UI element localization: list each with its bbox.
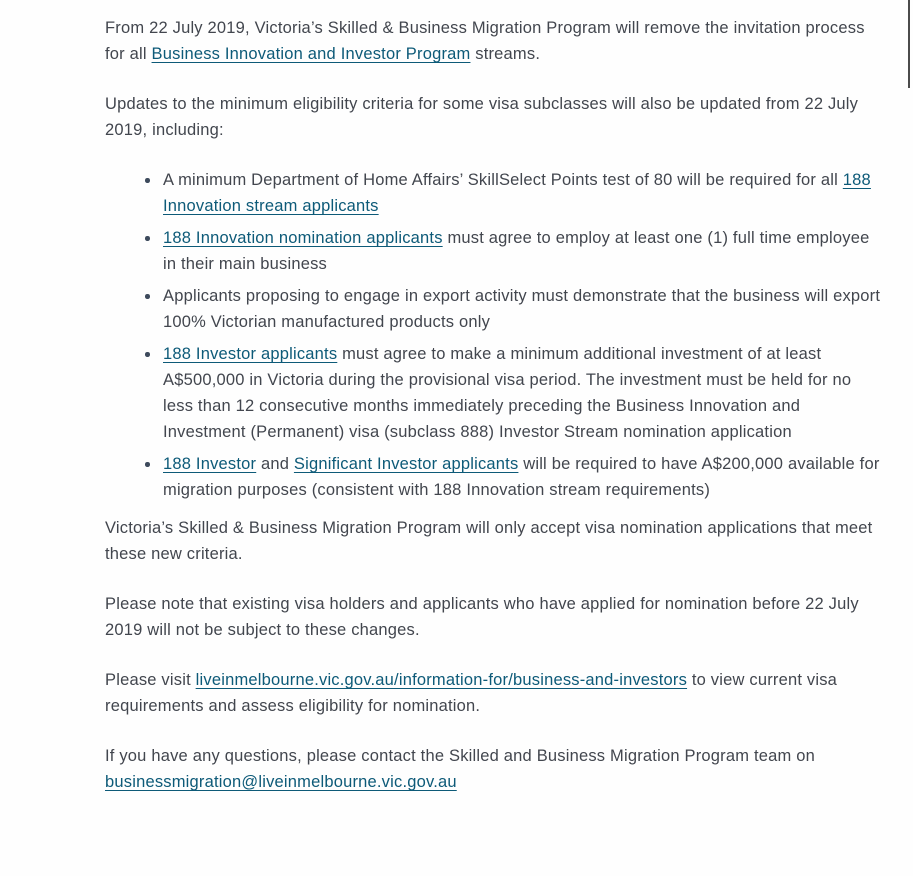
text-segment: If you have any questions, please contact the Skilled and Business Migration Program team on — [105, 747, 815, 765]
text-segment: Please note that existing visa holders and applicants who have applied for nomination before 22 July 2019 will not be subject to these changes. — [105, 595, 859, 639]
paragraph-contact — [105, 743, 883, 795]
link-188-investor-applicants[interactable]: 188 Investor applicants — [163, 345, 338, 363]
paragraph-accept-criteria — [105, 515, 883, 567]
text-segment: A minimum Department of Home Affairs’ SkillSelect Points test of 80 will be required for all — [163, 171, 843, 189]
link-188-innovation-stream-applicants[interactable]: 188 Innovation stream applicants — [163, 171, 871, 215]
text-segment: Applicants proposing to engage in export activity must demonstrate that the business will export 100% Victorian manufactured products only — [163, 287, 881, 331]
text-segment: Updates to the minimum eligibility criteria for some visa subclasses will also be updated from 22 July 2019, including: — [105, 95, 859, 139]
text-segment: must agree to make a minimum additional investment of at least A$500,000 in Victoria during the provisional visa period. The investment must be held for no less than 12 consecutive months immediately preceding the Business Innovation and Investment (Permanent) visa (subclass 888) Investor Stream nomination application — [163, 345, 852, 441]
list-item-skillselect-points — [105, 167, 883, 219]
text-segment: and — [256, 455, 294, 473]
text-segment: must agree to employ at least one (1) full time employee in their main business — [163, 229, 870, 273]
list-item-export-activity — [105, 283, 883, 335]
text-segment: From 22 July 2019, Victoria’s Skilled & Business Migration Program will remove the invitation process for all — [105, 19, 865, 63]
paragraph-updates — [105, 91, 883, 143]
link-significant-investor-applicants[interactable]: Significant Investor applicants — [293, 455, 519, 473]
link-businessmigration-email[interactable]: businessmigration@liveinmelbourne.vic.gov.au — [105, 773, 457, 791]
link-business-innovation-and-investor-program[interactable]: Business Innovation and Investor Program — [151, 45, 471, 63]
text-segment: will be required to have A$200,000 available for migration purposes (consistent with 188 Innovation stream requirements) — [163, 455, 880, 499]
text-segment: streams. — [470, 45, 541, 63]
paragraph-existing-holders — [105, 591, 883, 643]
text-segment: Please visit — [105, 671, 196, 689]
text-segment: Victoria’s Skilled & Business Migration Program will only accept visa nomination applications that meet these new criteria. — [105, 519, 873, 563]
paragraph-intro — [105, 15, 883, 67]
link-liveinmelbourne-url[interactable]: liveinmelbourne.vic.gov.au/information-for/business-and-investors — [195, 671, 688, 689]
link-188-investor[interactable]: 188 Investor — [163, 455, 257, 473]
link-188-innovation-nomination-applicants[interactable]: 188 Innovation nomination applicants — [163, 229, 443, 247]
text-segment: to view current visa requirements and assess eligibility for nomination. — [105, 671, 838, 715]
list-item-employ-full-time — [105, 225, 883, 277]
criteria-list — [105, 167, 883, 503]
scrollbar-artifact — [908, 0, 910, 88]
paragraph-visit-site — [105, 667, 883, 719]
list-item-migration-funds — [105, 451, 883, 503]
list-item-investor-investment — [105, 341, 883, 445]
